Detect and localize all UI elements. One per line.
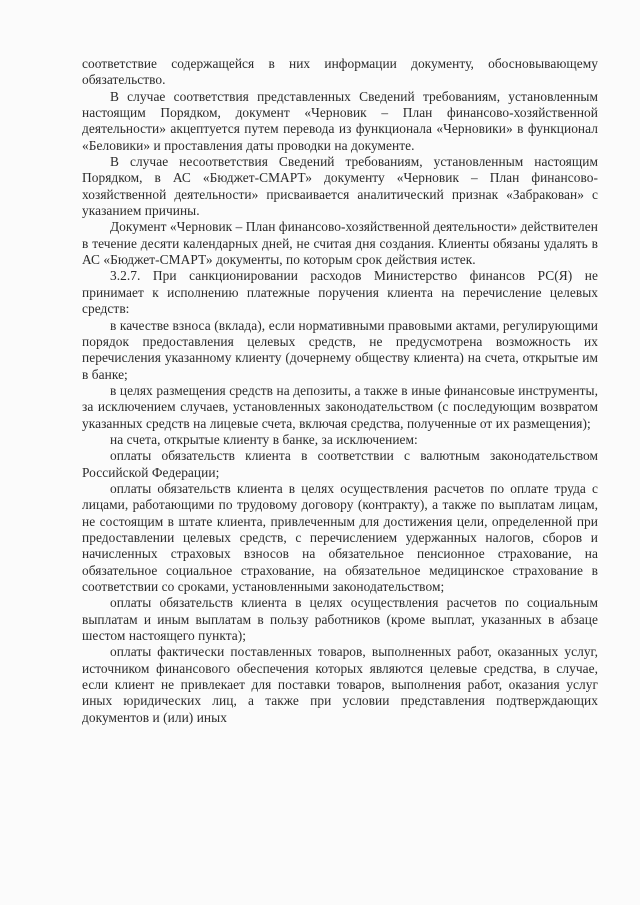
document-body xyxy=(82,56,598,726)
paragraph: оплаты обязательств клиента в соответствии с валютным законодательством Российской Федерации; xyxy=(82,448,598,480)
paragraph: на счета, открытые клиенту в банке, за исключением: xyxy=(110,431,418,447)
paragraph: в качестве взноса (вклада), если нормативными правовыми актами, регулирующими порядок предоставления целевых средств, не предусмотрена возможность их перечисления указанному клиенту (дочернему обществу клиента) на счета, открытые им в банке; xyxy=(82,317,598,382)
paragraph: 3.2.7. При санкционировании расходов Министерство финансов РС(Я) не принимает к исполнению платежные поручения клиента на перечисление целевых средств: xyxy=(82,268,598,317)
paragraph: Документ «Черновик – План финансово-хозяйственной деятельности» действителен в течение десяти календарных дней, не считая дня создания. Клиенты обязаны удалять в АС «Бюджет-СМАРТ» документы, по которым срок действия истек. xyxy=(82,219,598,268)
paragraph: оплаты фактически поставленных товаров, выполненных работ, оказанных услуг, источником финансового обеспечения которых являются целевые средства, в случае, если клиент не привлекает для поставки товаров, выполнения работ, оказания услуг иных юридических лиц, а также при условии представления подтверждающих документов и (или) иных xyxy=(82,644,598,725)
paragraph: В случае соответствия представленных Сведений требованиям, установленным настоящим Порядком, документ «Черновик – План финансово-хозяйственной деятельности» акцептуется путем перевода из функционала «Черновики» в функционал «Беловики» и проставления даты проводки на документе. xyxy=(82,88,598,153)
paragraph: оплаты обязательств клиента в целях осуществления расчетов по оплате труда с лицами, работающими по трудовому договору (контракту), а также по выплатам лицам, не состоящим в штате клиента, привлеченным для достижения цели, определенной при предоставлении целевых средств, с перечислением удержанных налогов, сборов и начисленных страховых взносов на обязательное пенсионное страхование, на обязательное социальное страхование, на обязательное медицинское страхование в соответствии со сроками, установленными законодательством; xyxy=(82,480,598,594)
paragraph: в целях размещения средств на депозиты, а также в иные финансовые инструменты, за исключением случаев, установленных законодательством (с последующим возвратом указанных средств на лицевые счета, включая средства, полученные от их размещения); xyxy=(82,382,598,431)
paragraph: соответствие содержащейся в них информации документу, обосновывающему обязательство. xyxy=(82,56,598,88)
paragraph: оплаты обязательств клиента в целях осуществления расчетов по социальным выплатам и иным выплатам в пользу работников (кроме выплат, указанных в абзаце шестом настоящего пункта); xyxy=(82,595,598,644)
paragraph: В случае несоответствия Сведений требованиям, установленным настоящим Порядком, в АС «Бюджет-СМАРТ» документу «Черновик – План финансово-хозяйственной деятельности» присваивается аналитический признак «Забракован» с указанием причины. xyxy=(82,154,598,219)
